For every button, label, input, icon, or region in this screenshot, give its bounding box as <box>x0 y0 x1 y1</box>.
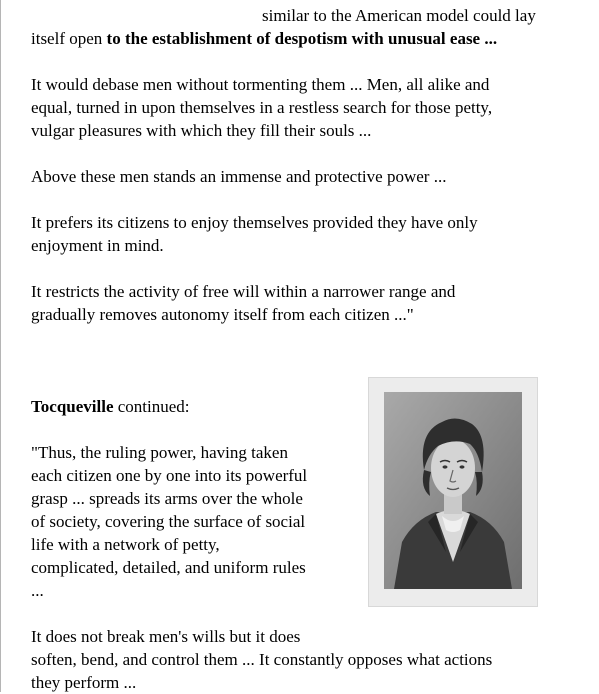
text-line: Above these men stands an immense and protective power ... <box>31 167 447 186</box>
lead-plain-text: itself open <box>31 29 107 48</box>
text-line: of society, covering the surface of social <box>31 512 306 531</box>
paragraph-free-will <box>31 280 455 326</box>
text-line: vulgar pleasures with which they fill their souls ... <box>31 121 372 140</box>
paragraph-enjoyment <box>31 211 478 257</box>
portrait-drawing <box>384 392 522 589</box>
text-line: gradually removes autonomy itself from each citizen ..." <box>31 305 414 324</box>
text-line: soften, bend, and control them ... It constantly opposes what actions <box>31 650 493 669</box>
text-line: enjoyment in mind. <box>31 236 164 255</box>
left-border-rule <box>0 0 1 692</box>
tocqueville-continued <box>31 395 190 418</box>
quote-paragraph <box>31 441 307 602</box>
text-line: life with a network of petty, <box>31 535 220 554</box>
text-line: "Thus, the ruling power, having taken <box>31 443 288 462</box>
continued-label: continued: <box>113 397 190 416</box>
paragraph-protective-power <box>31 165 446 188</box>
author-name: Tocqueville <box>31 397 114 416</box>
text-line: they perform ... <box>31 673 137 692</box>
lead-line-1: similar to the American model could lay <box>262 6 536 25</box>
tocqueville-portrait <box>368 377 538 607</box>
lead-bold-text: to the establishment of despotism with unusual ease ... <box>106 29 498 48</box>
text-line: complicated, detailed, and uniform rules <box>31 558 306 577</box>
portrait-illustration <box>384 392 522 589</box>
text-line: grasp ... spreads its arms over the whole <box>31 489 303 508</box>
text-line: It restricts the activity of free will within a narrower range and <box>31 282 456 301</box>
text-line: each citizen one by one into its powerful <box>31 466 308 485</box>
text-line: It does not break men's wills but it does <box>31 627 301 646</box>
text-line: ... <box>31 581 44 600</box>
text-line: It prefers its citizens to enjoy themselves provided they have only <box>31 213 478 232</box>
text-line: equal, turned in upon themselves in a restless search for those petty, <box>31 98 493 117</box>
paragraph-break-wills <box>31 625 492 694</box>
lead-line-2 <box>31 27 497 50</box>
paragraph-debase <box>31 73 492 142</box>
text-line: It would debase men without tormenting them ... Men, all alike and <box>31 75 490 94</box>
